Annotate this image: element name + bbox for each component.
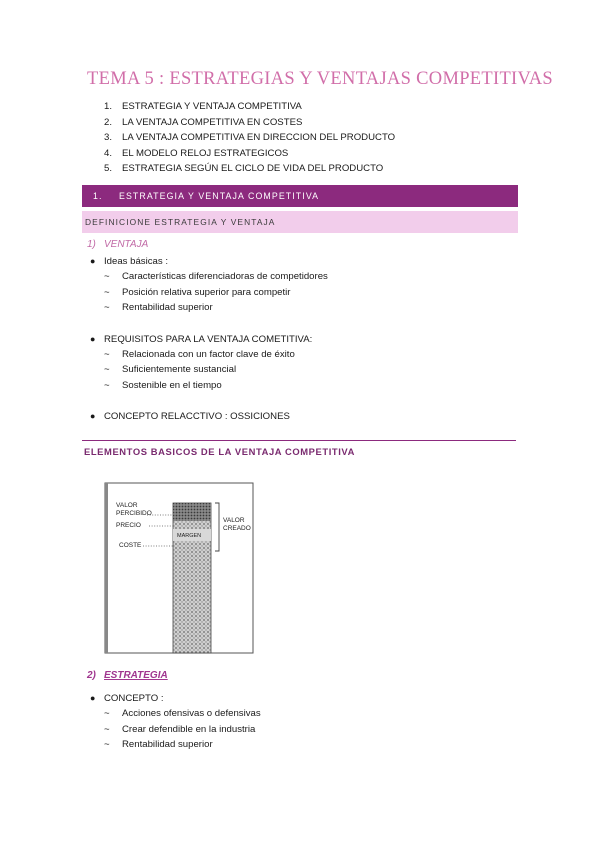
toc-number: 5.: [104, 163, 113, 175]
toc-item: [104, 99, 395, 115]
sub-text: Suficientemente sustancial: [122, 364, 237, 375]
sub-text: Crear defendible en la industria: [122, 724, 256, 735]
tilde-icon: ~: [104, 271, 110, 282]
margen-label: MARGEN: [177, 533, 202, 539]
bullet-item: [90, 334, 312, 345]
valor-creado-label-1: VALOR: [223, 517, 245, 524]
section-divider: [82, 440, 516, 441]
toc-item: [104, 115, 395, 131]
sub-item: [104, 287, 291, 298]
valor-percibido-label-2: PERCIBIDO: [116, 510, 152, 517]
section-heading: ESTRATEGIA Y VENTAJA COMPETITIVA: [119, 191, 320, 201]
ventaja-heading: [87, 239, 148, 250]
sub-text: Relacionada con un factor clave de éxito: [122, 349, 295, 360]
toc-number: 1.: [104, 101, 113, 112]
ventaja-label: VENTAJA: [104, 239, 149, 250]
section-number: 1.: [93, 191, 103, 201]
sub-item: [104, 724, 255, 735]
bullet-text: Ideas básicas :: [104, 256, 168, 267]
sub-item: [104, 271, 328, 282]
estrategia-number: 2): [87, 670, 96, 681]
sub-text: Características diferenciadoras de competidores: [122, 271, 328, 282]
sub-item: [104, 380, 222, 391]
bullet-item: [90, 693, 164, 704]
bullet-icon: ●: [90, 256, 96, 266]
sub-text: Posición relativa superior para competir: [122, 287, 291, 298]
bullet-icon: ●: [90, 693, 96, 703]
sub-item: [104, 739, 213, 750]
precio-label: PRECIO: [116, 522, 141, 529]
cost-column: [173, 503, 211, 653]
tilde-icon: ~: [104, 739, 110, 750]
bullet-item: [90, 411, 290, 422]
tilde-icon: ~: [104, 302, 110, 313]
value-chain-figure: [103, 475, 263, 655]
sub-item: [104, 302, 213, 313]
coste-label: COSTE: [119, 542, 142, 549]
toc-label: ESTRATEGIA SEGÚN EL CICLO DE VIDA DEL PRODUCTO: [122, 163, 384, 175]
valor-percibido-label-1: VALOR: [116, 502, 138, 509]
toc-item: [104, 130, 395, 146]
page-title: TEMA 5 : ESTRATEGIAS Y VENTAJAS COMPETITIVAS: [87, 69, 554, 89]
tilde-icon: ~: [104, 364, 110, 375]
sub-text: Rentabilidad superior: [122, 739, 213, 750]
toc-label: ESTRATEGIA Y VENTAJA COMPETITIVA: [122, 101, 302, 112]
tilde-icon: ~: [104, 349, 110, 360]
toc-number: 4.: [104, 147, 113, 159]
toc-number: 2.: [104, 116, 113, 128]
elementos-heading: ELEMENTOS BASICOS DE LA VENTAJA COMPETITIVA: [84, 446, 355, 457]
tilde-icon: ~: [104, 380, 110, 391]
tilde-icon: ~: [104, 287, 110, 298]
toc-label: LA VENTAJA COMPETITIVA EN DIRECCION DEL PRODUCTO: [122, 132, 396, 144]
sub-item: [104, 349, 295, 360]
tilde-icon: ~: [104, 708, 110, 719]
section-heading-band: [82, 185, 518, 207]
sub-item: [104, 708, 261, 719]
sub-text: Acciones ofensivas o defensivas: [122, 708, 261, 719]
estrategia-heading: [87, 670, 168, 681]
valor-creado-label-2: CREADO: [223, 525, 251, 532]
perceived-value-block: [173, 503, 211, 521]
bullet-text: CONCEPTO :: [104, 693, 164, 704]
toc-item: [104, 161, 395, 177]
subsection-heading-band: DEFINICIONE ESTRATEGIA Y VENTAJA: [82, 211, 518, 233]
figure-left-edge: [105, 483, 108, 653]
toc-number: 3.: [104, 132, 113, 144]
sub-text: Rentabilidad superior: [122, 302, 213, 313]
ventaja-number: 1): [87, 239, 96, 250]
valor-creado-bracket: [215, 503, 219, 551]
toc-item: [104, 146, 395, 162]
sub-text: Sostenible en el tiempo: [122, 380, 222, 391]
bullet-icon: ●: [90, 334, 96, 344]
toc-label: LA VENTAJA COMPETITIVA EN COSTES: [122, 116, 303, 128]
sub-item: [104, 364, 236, 375]
estrategia-label: ESTRATEGIA: [104, 670, 168, 681]
bullet-text: REQUISITOS PARA LA VENTAJA COMETITIVA:: [104, 334, 313, 345]
bullet-icon: ●: [90, 411, 96, 421]
bullet-text: CONCEPTO RELACCTIVO : OSSICIONES: [104, 411, 290, 422]
table-of-contents: [104, 99, 395, 177]
toc-label: EL MODELO RELOJ ESTRATEGICOS: [122, 147, 289, 159]
tilde-icon: ~: [104, 724, 110, 735]
bullet-item: [90, 256, 168, 267]
